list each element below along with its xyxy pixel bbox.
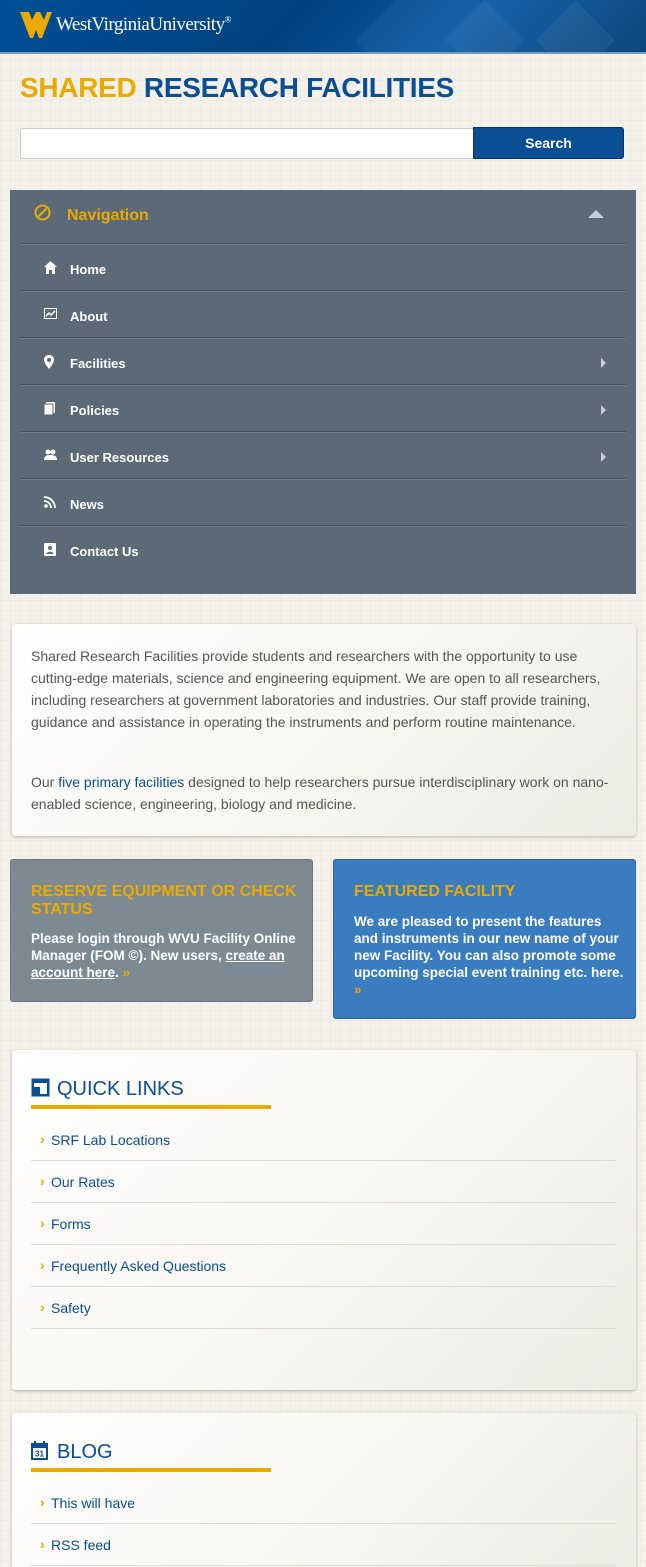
site-title-part1: SHARED — [20, 72, 137, 103]
chevron-right-icon: › — [40, 1215, 45, 1231]
compass-icon — [34, 204, 51, 221]
chevron-right-icon: › — [40, 1173, 45, 1189]
nav-item-label: Facilities — [70, 356, 126, 371]
reserve-title: RESERVE EQUIPMENT OR CHECK STATUS — [31, 883, 297, 918]
blog-link-rss-feed[interactable] — [31, 1524, 616, 1566]
chart-icon — [44, 308, 57, 319]
nav-item-news[interactable] — [20, 479, 626, 526]
reserve-period: . — [115, 965, 119, 980]
blog-heading — [31, 1439, 271, 1472]
contact-card-icon — [44, 543, 56, 556]
quick-link-our-rates[interactable] — [31, 1161, 616, 1203]
top-header-bar — [0, 0, 646, 54]
nav-item-about[interactable] — [20, 291, 626, 338]
nav-item-user-resources[interactable] — [20, 432, 626, 479]
intro-text: Our — [31, 774, 59, 790]
rss-icon — [44, 496, 56, 508]
link-label: Our Rates — [51, 1174, 115, 1190]
reserve-equipment-box — [10, 859, 313, 1002]
nav-item-contact-us[interactable] — [20, 526, 626, 573]
quick-links-card — [12, 1050, 636, 1390]
nav-item-label: Contact Us — [70, 544, 139, 559]
nav-item-label: News — [70, 497, 104, 512]
collapse-caret-icon — [588, 210, 604, 218]
chevron-right-icon: › — [40, 1299, 45, 1315]
create-account-link[interactable]: create an account here — [31, 948, 285, 980]
quick-link-forms[interactable] — [31, 1203, 616, 1245]
blog-card — [12, 1413, 636, 1567]
featured-body: We are pleased to present the features and instruments in our new name of your new Facility. You can also promote some upcoming special event training etc. here. — [354, 914, 624, 980]
wvu-logo-text: WestVirginiaUniversity — [56, 14, 225, 35]
chevron-right-icon: › — [40, 1257, 45, 1273]
blog-link-this-will-have[interactable] — [31, 1482, 616, 1524]
wvu-logo-icon — [20, 12, 52, 38]
navigation-label: Navigation — [67, 207, 149, 224]
users-icon — [44, 449, 57, 460]
double-chevron-icon: » — [354, 982, 362, 997]
featured-title: FEATURED FACILITY — [354, 883, 516, 900]
search-input[interactable] — [20, 128, 474, 159]
calendar-day: 31 — [35, 1449, 44, 1459]
map-pin-icon — [44, 355, 54, 369]
quick-link-srf-lab-locations[interactable] — [31, 1119, 616, 1161]
submenu-arrow-icon — [601, 358, 606, 368]
intro-paragraph-1: Shared Research Facilities provide students and researchers with the opportunity to use cutting-edge materials, science and engineering equipment. We are open to all researchers, including researchers at government laboratories and industries. Our staff provide training, guidance and assistance in operating the instruments and perform routine maintenance. — [31, 648, 601, 730]
quick-links-title: QUICK LINKS — [57, 1078, 184, 1100]
link-label: SRF Lab Locations — [51, 1132, 171, 1148]
chevron-right-icon: › — [40, 1131, 45, 1147]
submenu-arrow-icon — [601, 405, 606, 415]
nav-item-facilities[interactable] — [20, 338, 626, 385]
blog-title: BLOG — [57, 1441, 113, 1463]
navigation-toggle[interactable] — [20, 190, 626, 244]
navigation-panel — [10, 190, 636, 594]
quick-links-heading — [31, 1076, 271, 1109]
site-title[interactable] — [20, 72, 454, 104]
link-label: RSS feed — [51, 1537, 111, 1553]
quick-link-faq[interactable] — [31, 1245, 616, 1287]
nav-item-label: User Resources — [70, 450, 169, 465]
link-label: Forms — [51, 1216, 91, 1232]
calendar-icon — [31, 1441, 48, 1460]
document-icon — [44, 402, 55, 415]
chevron-right-icon: › — [40, 1536, 45, 1552]
link-label: Frequently Asked Questions — [51, 1258, 227, 1274]
reserve-body: Please login through WVU Facility Online Manager (FOM ©). New users, — [31, 931, 296, 963]
link-label: Safety — [51, 1300, 91, 1316]
nav-item-home[interactable] — [20, 244, 626, 291]
intro-text: designed to help researchers pursue interdisciplinary work on nano-enabled science, engineering, biology and medicine. — [31, 774, 609, 812]
double-chevron-icon: » — [122, 965, 131, 980]
featured-facility-box[interactable] — [333, 859, 636, 1019]
nav-item-label: Home — [70, 262, 107, 277]
home-icon — [44, 261, 57, 274]
intro-card — [12, 624, 636, 836]
window-icon — [31, 1078, 50, 1097]
nav-item-label: Policies — [70, 403, 120, 418]
search-button[interactable]: Search — [473, 127, 624, 159]
registered-mark: ® — [224, 14, 231, 25]
nav-item-label: About — [70, 309, 108, 324]
link-label: This will have — [51, 1495, 136, 1511]
five-primary-facilities-link[interactable]: five primary facilities — [58, 774, 185, 790]
intro-paragraph-2 — [31, 771, 621, 815]
reserve-text — [31, 930, 301, 981]
wvu-logo-link[interactable] — [20, 12, 231, 38]
quick-link-safety[interactable] — [31, 1287, 616, 1329]
nav-item-policies[interactable] — [20, 385, 626, 432]
submenu-arrow-icon — [601, 452, 606, 462]
chevron-right-icon: › — [40, 1494, 45, 1510]
site-title-part2: RESEARCH FACILITIES — [143, 72, 455, 103]
featured-text — [354, 913, 624, 998]
